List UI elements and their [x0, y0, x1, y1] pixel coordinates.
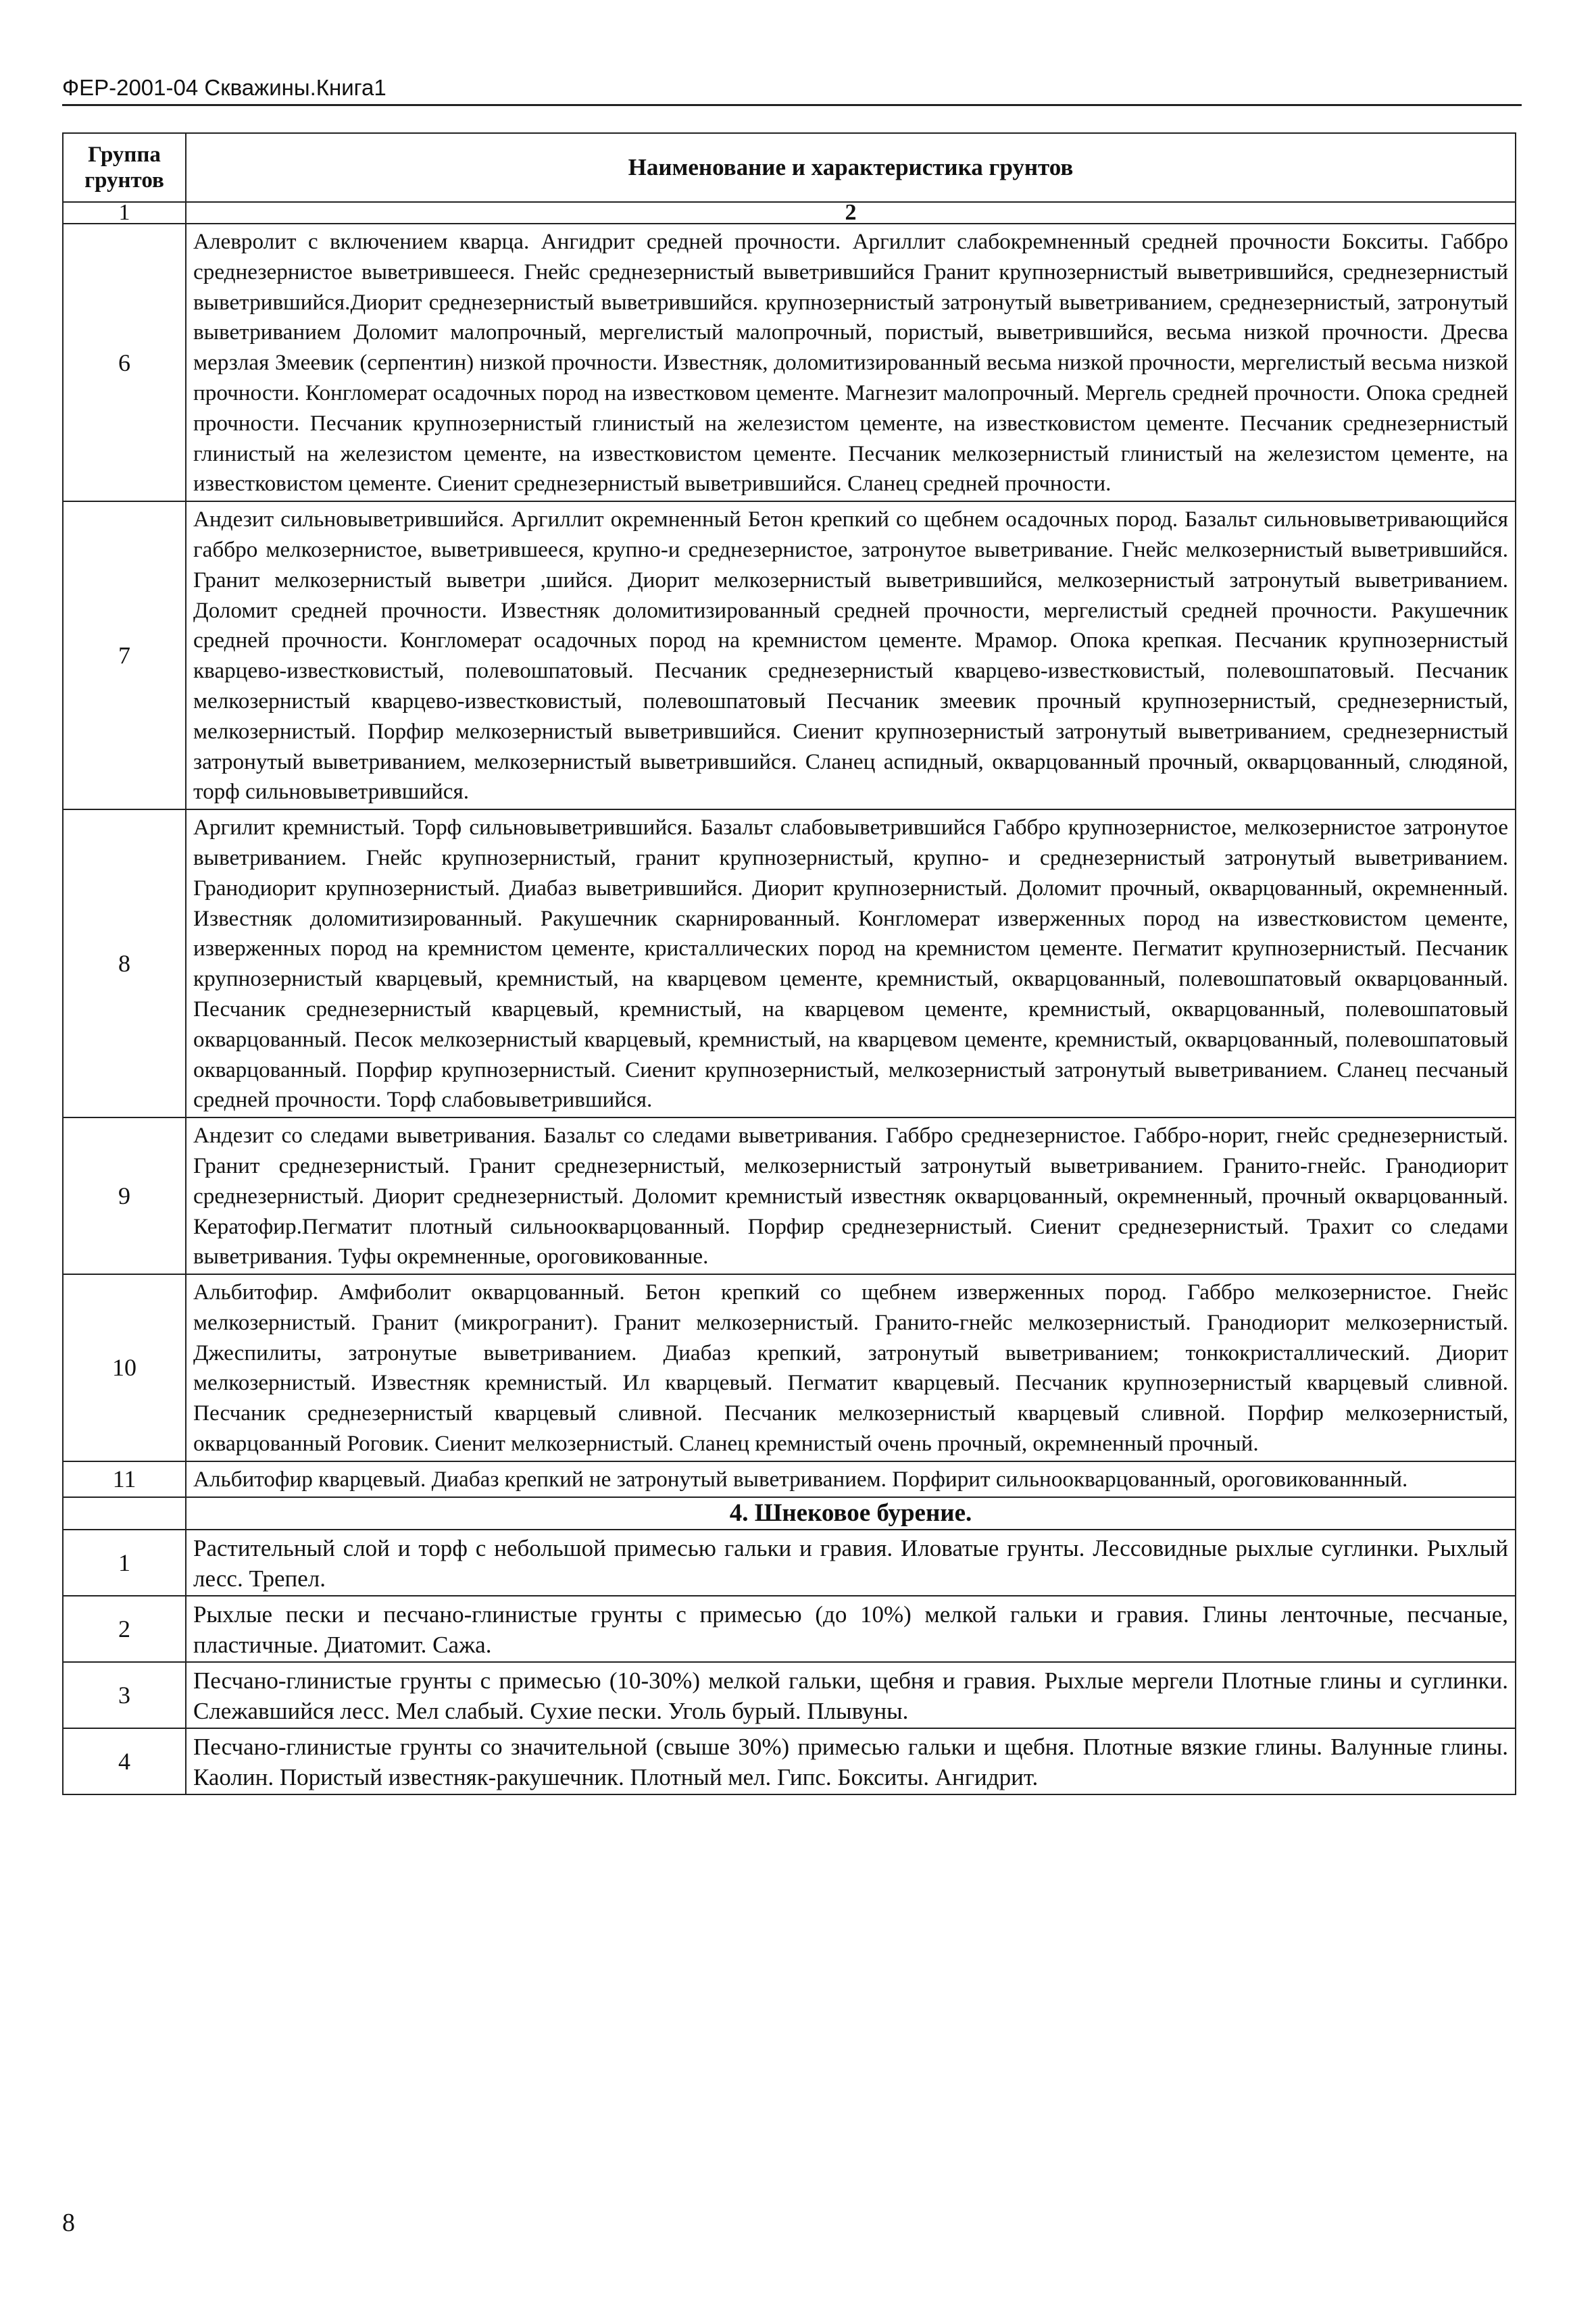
description-cell: Андезит сильновыветрившийся. Аргиллит окремненный Бетон крепкий со щебнем осадочных пород. Базальт сильновыветривающийся габбро мелкозернистое, выветрившееся, крупно-и среднезернистое, затронутое выветривание. Гнейс мелкозернистый выветрившийся. Гранит мелкозернистый выветри ,шийся. Диорит мелкозернистый выветрившийся, мелкозернистый затронутый выветриванием. Доломит средней прочности. Известняк доломитизированный средней прочности, мергелистый средней прочности. Ракушечник средней прочности. Конгломерат осадочных пород на кремнистом цементе. Мрамор. Опока крепкая. Песчаник крупнозернистый кварцево-известковистый, полевошпатовый. Песчаник среднезернистый кварцево-известковистый, полевошпатовый. Песчаник мелкозернистый кварцево-известковистый, полевошпатовый Песчаник змеевик прочный крупнозернистый, среднезернистый, мелкозернистый. Порфир мелкозернистый выветрившийся. Сиенит крупнозернистый затронутый выветриванием, среднезернистый затронутый выветриванием, мелкозернистый выветрившийся. Сланец аспидный, окварцованный прочный, окварцованный, слюдяной, торф сильновыветрившийся. — [186, 501, 1516, 809]
group-cell: 10 — [63, 1274, 186, 1461]
description-cell: Аргилит кремнистый. Торф сильновыветрившийся. Базальт слабовыветрившийся Габбро крупнозернистое, мелкозернистое затронутое выветриванием. Гнейс крупнозернистый, гранит крупнозернистый, крупно- и среднезернистый затронутый выветриванием. Гранодиорит крупнозернистый. Диабаз выветрившийся. Диорит крупнозернистый. Доломит прочный, окварцованный, окремненный. Известняк доломитизированный. Ракушечник скарнированный. Конгломерат изверженных пород на известковистом цементе, изверженных пород на кремнистом цементе, кристаллических пород на кремнистом цементе. Пегматит крупнозернистый. Песчаник крупнозернистый кварцевый, кремнистый, на кварцевом цементе, кремнистый, окварцованный, полевошпатовый окварцованный. Песчаник среднезернистый кварцевый, кремнистый, на кварцевом цементе, кремнистый, окварцованный, полевошпатовый окварцованный. Песок мелкозернистый кварцевый, кремнистый, на кварцевом цементе, кремнистый, окварцованный, полевошпатовый окварцованный. Порфир крупнозернистый. Сиенит крупнозернистый, мелкозернистый затронутый выветриванием. Сланец песчаный средней прочности. Торф слабовыветрившийся. — [186, 809, 1516, 1117]
table-row — [63, 809, 1516, 1117]
table-row — [63, 1728, 1516, 1794]
column-number-2: 2 — [186, 202, 1516, 224]
section-empty-cell — [63, 1497, 186, 1530]
description-cell: Рыхлые пески и песчано-глинистые грунты с примесью (до 10%) мелкой гальки и гравия. Глины ленточные, песчаные, пластичные. Диатомит. Сажа. — [186, 1596, 1516, 1662]
group-cell: 9 — [63, 1117, 186, 1274]
document-header: ФЕР-2001-04 Скважины.Книга1 — [62, 73, 1522, 106]
group-cell: 11 — [63, 1461, 186, 1497]
page-number: 8 — [62, 2209, 75, 2237]
group-cell: 7 — [63, 501, 186, 809]
description-cell: Алевролит с включением кварца. Ангидрит средней прочности. Аргиллит слабокремненный средней прочности Бокситы. Габбро среднезернистое выветрившееся. Гнейс среднезернистый выветрившийся Гранит крупнозернистый выветрившийся, среднезернистый выветрившийся.Диорит среднезернистый выветрившийся. крупнозернистый затронутый выветриванием, среднезернистый, затронутый выветриванием Доломит малопрочный, мергелистый малопрочный, пористый, выветрившийся, весьма низкой прочности. Дресва мерзлая Змеевик (серпентин) низкой прочности. Известняк, доломитизированный весьма низкой прочности, мергелистый весьма низкой прочности. Конгломерат осадочных пород на известковом цементе. Магнезит малопрочный. Мергель средней прочности. Опока средней прочности. Песчаник крупнозернистый глинистый на железистом цементе, на известковистом цементе. Песчаник среднезернистый глинистый на железистом цементе, на известковистом цементе. Песчаник мелкозернистый глинистый на железистом цементе, на известковистом цементе. Сиенит среднезернистый выветрившийся. Сланец средней прочности. — [186, 224, 1516, 501]
table-header-row — [63, 133, 1516, 202]
section-title: 4. Шнековое бурение. — [186, 1497, 1516, 1530]
table-row — [63, 224, 1516, 501]
table-row — [63, 1461, 1516, 1497]
description-cell: Песчано-глинистые грунты со значительной (свыше 30%) примесью гальки и щебня. Плотные вязкие глины. Валунные глины. Каолин. Пористый известняк-ракушечник. Плотный мел. Гипс. Бокситы. Ангидрит. — [186, 1728, 1516, 1794]
section-row — [63, 1497, 1516, 1530]
table-row — [63, 1117, 1516, 1274]
table-row — [63, 1596, 1516, 1662]
column-header-group: Группа грунтов — [63, 133, 186, 202]
column-number-1: 1 — [63, 202, 186, 224]
group-cell: 4 — [63, 1728, 186, 1794]
group-cell: 3 — [63, 1662, 186, 1728]
description-cell: Альбитофир кварцевый. Диабаз крепкий не затронутый выветриванием. Порфирит сильноокварцованный, ороговикованнный. — [186, 1461, 1516, 1497]
description-cell: Андезит со следами выветривания. Базальт со следами выветривания. Габбро среднезернистое. Габбро-норит, гнейс среднезернистый. Гранит среднезернистый. Гранит среднезернистый, мелкозернистый затронутый выветриванием. Гранито-гнейс. Гранодиорит среднезернистый. Диорит среднезернистый. Доломит кремнистый известняк окварцованный, окремненный, прочный окварцованный. Кератофир.Пегматит плотный сильноокварцованный. Порфир среднезернистый. Сиенит среднезернистый. Трахит со следами выветривания. Туфы окремненные, ороговикованные. — [186, 1117, 1516, 1274]
table-row — [63, 1274, 1516, 1461]
description-cell: Растительный слой и торф с небольшой примесью гальки и гравия. Иловатые грунты. Лессовидные рыхлые суглинки. Рыхлый лесс. Трепел. — [186, 1530, 1516, 1596]
column-number-row — [63, 202, 1516, 224]
group-cell: 6 — [63, 224, 186, 501]
soil-groups-table — [62, 132, 1516, 1795]
table-row — [63, 1662, 1516, 1728]
table-row — [63, 501, 1516, 809]
column-header-name: Наименование и характеристика грунтов — [186, 133, 1516, 202]
description-cell: Песчано-глинистые грунты с примесью (10-30%) мелкой гальки, щебня и гравия. Рыхлые мергели Плотные глины и суглинки. Слежавшийся лесс. Мел слабый. Сухие пески. Уголь бурый. Плывуны. — [186, 1662, 1516, 1728]
group-cell: 2 — [63, 1596, 186, 1662]
table-row — [63, 1530, 1516, 1596]
description-cell: Альбитофир. Амфиболит окварцованный. Бетон крепкий со щебнем изверженных пород. Габбро мелкозернистое. Гнейс мелкозернистый. Гранит (микрогранит). Гранит мелкозернистый. Гранито-гнейс мелкозернистый. Гранодиорит мелкозернистый. Джеспилиты, затронутые выветриванием. Диабаз крепкий, затронутый выветриванием; тонкокристаллический. Диорит мелкозернистый. Известняк кремнистый. Ил кварцевый. Пегматит кварцевый. Песчаник крупнозернистый кварцевый сливной. Песчаник среднезернистый кварцевый сливной. Песчаник мелкозернистый кварцевый сливной. Порфир мелкозернистый, окварцованный Роговик. Сиенит мелкозернистый. Сланец кремнистый очень прочный, окремненный прочный. — [186, 1274, 1516, 1461]
group-cell: 8 — [63, 809, 186, 1117]
group-cell: 1 — [63, 1530, 186, 1596]
